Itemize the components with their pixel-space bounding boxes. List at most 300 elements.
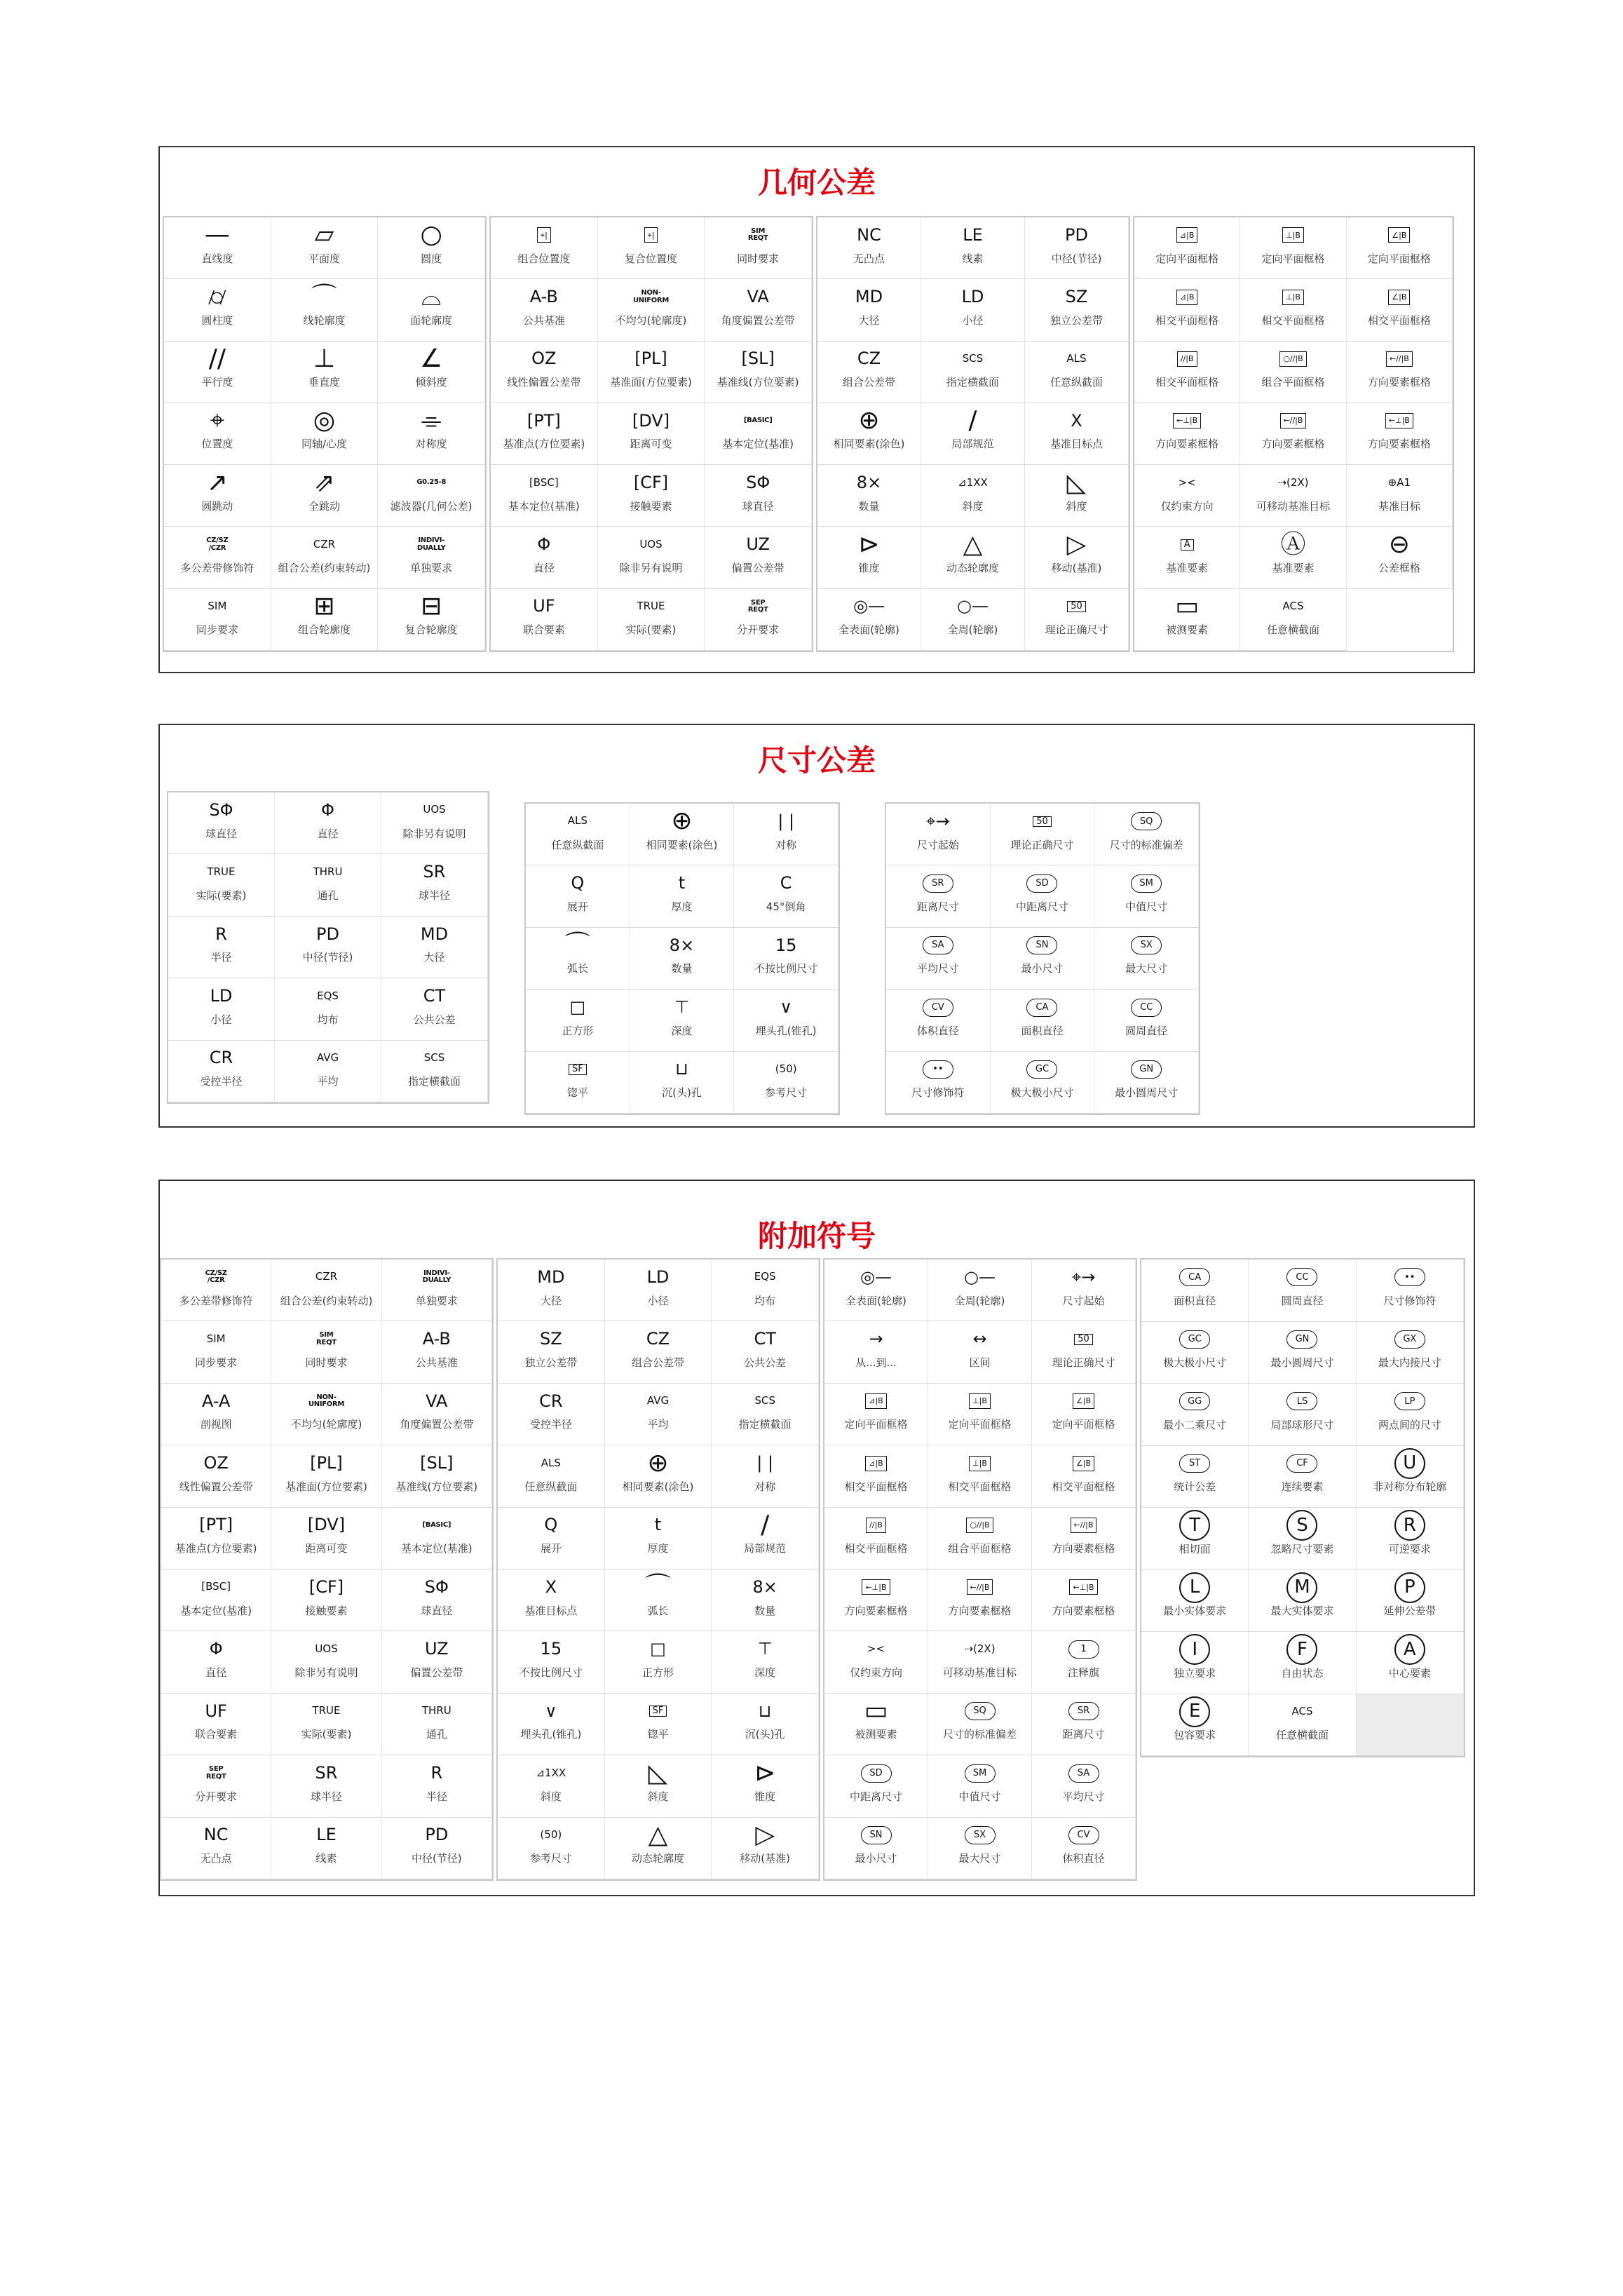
symbol-label: 对称 (775, 838, 797, 851)
symbol-cell (705, 217, 812, 279)
symbol-cell (824, 1694, 928, 1755)
symbol-glyph: AVG (316, 1051, 339, 1065)
symbol-cell (928, 1631, 1032, 1693)
symbol-cell (378, 217, 485, 279)
symbol-cell (921, 403, 1025, 465)
symbol-label: 定向平面框格 (1261, 252, 1325, 265)
symbol-label: 方向要素框格 (1052, 1542, 1115, 1555)
symbol-glyph: [CF] (308, 1576, 344, 1597)
symbol-label: 最小二乘尺寸 (1163, 1418, 1227, 1431)
symbol-cell (1032, 1445, 1136, 1507)
symbol-text: E (1179, 1696, 1210, 1727)
symbol-cell (378, 279, 485, 341)
symbol-label: 组合公差(约束转动) (278, 562, 371, 575)
symbol-label: 中心要素 (1388, 1666, 1431, 1680)
symbol-label: 单独要求 (415, 1294, 458, 1307)
symbol-glyph: NON- UNIFORM (308, 1393, 345, 1409)
symbol-cell (1134, 342, 1240, 403)
symbol-glyph: G0.25-8 (416, 478, 447, 487)
symbol-cell (161, 1569, 271, 1631)
symbol-label: 半径 (426, 1790, 447, 1803)
symbol-label: 指定横截面 (946, 376, 999, 389)
symbol-text: ⊥|B (1282, 227, 1304, 243)
panel (167, 791, 489, 1104)
symbol-label: 定向平面框格 (1155, 252, 1219, 265)
symbol-text: ←//|B (1386, 351, 1413, 367)
section-title: 几何公差 (757, 166, 876, 200)
symbol-label: 平均尺寸 (1062, 1790, 1105, 1803)
symbol-label: 方向要素框格 (1052, 1604, 1115, 1617)
symbol-glyph: Q (544, 1515, 558, 1535)
symbol-label: 锪平 (647, 1728, 669, 1741)
symbol-label: 统计公差 (1174, 1480, 1216, 1494)
symbol-text: GX (1394, 1330, 1425, 1349)
symbol-cell (275, 917, 381, 978)
symbol-glyph: ⌖→ (1071, 1267, 1096, 1287)
symbol-cell (734, 1052, 838, 1114)
symbol-cell (1347, 217, 1453, 279)
symbol-label: 埋头孔(锥孔) (755, 1024, 817, 1037)
symbol-label: 平行度 (201, 376, 233, 389)
symbol-label: 数量 (754, 1604, 776, 1617)
symbol-glyph (1131, 1052, 1162, 1088)
symbol-glyph: SR (423, 862, 446, 882)
symbol-cell (991, 804, 1095, 865)
symbol-label: 任意横截面 (1275, 1729, 1329, 1742)
symbol-label: 深度 (671, 1024, 693, 1037)
symbol-label: 直径 (533, 562, 555, 575)
symbol-text: ←//|B (1071, 1518, 1097, 1533)
symbol-glyph: UF (533, 596, 555, 616)
symbol-label: 多公差带修饰符 (180, 562, 254, 575)
symbol-cell (498, 1445, 605, 1507)
symbol-glyph (1394, 1570, 1425, 1606)
symbol-label: 无凸点 (200, 1852, 232, 1865)
symbol-cell (168, 978, 275, 1040)
symbol-label: 圆周直径 (1125, 1024, 1168, 1037)
symbol-label: 仅约束方向 (1160, 499, 1214, 513)
symbol-text: ⊿|B (865, 1456, 886, 1471)
symbol-label: 面轮廓度 (410, 313, 453, 327)
symbol-cell (705, 465, 812, 527)
symbol-cell (824, 1755, 928, 1817)
symbol-label: 偏置公差带 (410, 1666, 463, 1680)
symbol-label: 基准面(方位要素) (610, 376, 692, 389)
symbol-glyph (1073, 1384, 1094, 1419)
symbol-glyph: VA (426, 1391, 448, 1411)
symbol-cell (817, 279, 921, 341)
symbol-glyph: | | (777, 811, 795, 831)
symbol-glyph (861, 1755, 892, 1791)
symbol-cell (491, 465, 598, 527)
symbol-glyph: □ (569, 997, 586, 1017)
symbol-text: GG (1179, 1392, 1210, 1410)
symbol-text: SR (923, 874, 953, 893)
symbol-cell (1025, 465, 1129, 527)
symbol-text: CC (1131, 999, 1162, 1017)
symbol-glyph (1131, 865, 1162, 901)
symbol-label: 球直径 (205, 827, 237, 840)
symbol-label: 不均匀(轮廓度) (290, 1418, 362, 1431)
symbol-cell (1032, 1755, 1136, 1817)
symbol-glyph: UZ (746, 534, 770, 555)
symbol-label: 组合公差(约束转动) (280, 1294, 373, 1307)
symbol-cell (991, 1052, 1095, 1114)
symbol-cell (526, 990, 630, 1051)
symbol-glyph (969, 1445, 991, 1481)
symbol-text: //|B (866, 1518, 886, 1533)
symbol-text: SM (965, 1764, 996, 1783)
section-title: 尺寸公差 (757, 743, 876, 778)
symbol-glyph: □ (650, 1639, 666, 1659)
symbol-glyph (1176, 217, 1197, 253)
symbol-cell (1347, 465, 1453, 527)
symbol-cell (1032, 1321, 1136, 1383)
symbol-glyph: A-B (422, 1329, 451, 1349)
symbol-glyph: UZ (425, 1639, 449, 1659)
symbol-cell (886, 1052, 991, 1114)
symbol-cell (161, 1321, 271, 1383)
symbol-label: 定向平面框格 (1052, 1418, 1115, 1431)
section-title: 附加符号 (757, 1219, 876, 1253)
symbol-cell (817, 465, 921, 527)
symbol-label: 指定横截面 (407, 1075, 461, 1088)
symbol-label: 面积直径 (1174, 1294, 1216, 1307)
symbol-text: ⊥|B (969, 1456, 991, 1471)
symbol-glyph: ALS (1066, 351, 1087, 365)
symbol-cell (817, 342, 921, 403)
symbol-glyph: TRUE (637, 600, 665, 613)
symbol-label: 极大极小尺寸 (1010, 1086, 1074, 1100)
symbol-glyph (649, 1694, 667, 1729)
symbol-cell (381, 1041, 488, 1102)
symbol-cell (382, 1445, 492, 1507)
symbol-text: I (1179, 1634, 1210, 1665)
panel (823, 1258, 1137, 1881)
symbol-label: 方向要素框格 (1367, 376, 1431, 389)
symbol-cell (491, 527, 598, 588)
symbol-label: 垂直度 (308, 376, 340, 389)
symbol-cell (382, 1384, 492, 1445)
symbol-label: 方向要素框格 (948, 1604, 1012, 1617)
symbol-glyph: SΦ (424, 1576, 449, 1597)
symbol-cell (886, 865, 991, 927)
symbol-glyph: ⇢(2X) (1277, 475, 1309, 489)
symbol-cell (498, 1694, 605, 1755)
symbol-glyph: Q (571, 873, 585, 893)
symbol-text: CF (1286, 1454, 1317, 1473)
symbol-label: 斜度 (540, 1790, 562, 1803)
symbol-label: 理论正确尺寸 (1045, 623, 1108, 637)
symbol-cell (1357, 1694, 1464, 1757)
symbol-label: 圆度 (421, 252, 442, 265)
symbol-label: 可移动基准目标 (942, 1666, 1017, 1680)
symbol-cell (1240, 279, 1346, 341)
symbol-text: SD (1026, 874, 1057, 893)
symbol-label: 同轴/心度 (301, 438, 348, 451)
symbol-glyph: △ (648, 1821, 668, 1850)
symbol-cell (1357, 1260, 1464, 1322)
symbol-cell (382, 1755, 492, 1817)
symbol-label: 组合公差带 (631, 1356, 684, 1370)
symbol-text: CV (923, 999, 953, 1017)
symbol-label: 中径(节径) (302, 951, 353, 964)
symbol-label: 组合公差带 (842, 376, 895, 389)
symbol-label: 圆柱度 (201, 313, 233, 327)
symbol-glyph (865, 1384, 886, 1419)
symbol-cell (734, 928, 838, 990)
symbol-label: 均布 (317, 1013, 339, 1026)
symbol-label: 半径 (210, 951, 232, 964)
symbol-cell (598, 217, 705, 279)
symbol-cell (1032, 1260, 1136, 1321)
symbol-label: 除非另有说明 (294, 1666, 358, 1680)
symbol-text: ∠|B (1073, 1393, 1094, 1409)
symbol-glyph: CR (539, 1391, 563, 1411)
symbol-cell (705, 403, 812, 465)
symbol-text: ←//|B (1280, 413, 1307, 428)
symbol-label: 最小尺寸 (855, 1852, 897, 1865)
symbol-cell (598, 342, 705, 403)
symbol-cell (381, 978, 488, 1040)
symbol-cell (382, 1818, 492, 1879)
symbol-cell (605, 1260, 712, 1321)
symbol-label: 包容要求 (1174, 1729, 1216, 1742)
symbol-label: 全周(轮廓) (947, 623, 998, 637)
symbol-text: ⌖| (537, 227, 551, 243)
symbol-glyph: ⊔ (675, 1059, 688, 1079)
symbol-cell (491, 217, 598, 279)
symbol-label: 角度偏置公差带 (721, 313, 795, 327)
symbol-cell (598, 403, 705, 465)
symbol-cell (1025, 279, 1129, 341)
symbol-glyph: ↗ (206, 468, 228, 497)
symbol-glyph: △ (963, 529, 983, 559)
symbol-glyph: ◺ (648, 1758, 668, 1788)
symbol-text: LP (1394, 1392, 1425, 1410)
symbol-glyph (967, 1569, 993, 1605)
symbol-text: CC (1286, 1268, 1317, 1286)
symbol-glyph (1067, 589, 1086, 625)
symbol-text: R (1394, 1510, 1425, 1541)
symbol-label: 数量 (858, 499, 880, 513)
symbol-cell (1240, 342, 1346, 403)
symbol-cell (1025, 527, 1129, 588)
symbol-label: 最大内接尺寸 (1378, 1356, 1441, 1370)
symbol-label: 中距离尺寸 (849, 1790, 902, 1803)
symbol-cell (824, 1260, 928, 1321)
symbol-glyph: ⌭ (208, 282, 226, 311)
symbol-label: 厚度 (671, 900, 693, 914)
symbol-label: 相交平面框格 (1367, 313, 1431, 327)
symbol-glyph (866, 1508, 886, 1544)
symbol-glyph (1394, 1384, 1425, 1419)
symbol-cell (161, 1755, 271, 1817)
symbol-glyph: SCS (962, 351, 984, 365)
symbol-text: ∠|B (1388, 227, 1410, 243)
symbol-label: 不均匀(轮廓度) (615, 313, 687, 327)
symbol-cell (1141, 1446, 1249, 1508)
symbol-label: 距离尺寸 (916, 900, 959, 914)
symbol-text: GC (1179, 1330, 1210, 1349)
symbol-label: 注释旗 (1067, 1666, 1099, 1680)
symbol-glyph: → (869, 1329, 883, 1349)
symbol-label: 剖视图 (200, 1418, 232, 1431)
symbol-cell (1032, 1818, 1136, 1879)
symbol-glyph (1177, 342, 1197, 377)
symbol-label: 小径 (210, 1013, 232, 1026)
symbol-cell (1134, 527, 1240, 588)
symbol-glyph: ⊕ (858, 406, 880, 435)
symbol-glyph (1286, 1570, 1317, 1606)
symbol-cell (928, 1321, 1032, 1383)
symbol-label: 方向要素框格 (1367, 438, 1431, 451)
symbol-cell (991, 990, 1095, 1051)
symbol-label: 斜度 (647, 1790, 669, 1803)
symbol-label: 方向要素框格 (1261, 438, 1325, 451)
symbol-glyph: UF (205, 1701, 227, 1721)
symbol-cell (526, 928, 630, 990)
symbol-cell (712, 1384, 819, 1445)
symbol-text: CA (1026, 999, 1057, 1017)
symbol-glyph (1176, 279, 1197, 315)
symbol-cell (921, 465, 1025, 527)
symbol-glyph (1179, 1570, 1210, 1606)
symbol-glyph: ⊕ (671, 806, 693, 836)
symbol-glyph: EQS (317, 989, 339, 1002)
symbol-cell (381, 917, 488, 978)
symbol-label: 尺寸的标准偏差 (942, 1728, 1017, 1741)
symbol-cell (1249, 1384, 1356, 1446)
symbol-glyph: ▭ (864, 1696, 888, 1726)
symbol-label: 局部球形尺寸 (1270, 1418, 1334, 1431)
symbol-text: L (1179, 1572, 1210, 1603)
symbol-cell (824, 1321, 928, 1383)
symbol-cell (1240, 403, 1346, 465)
symbol-cell (275, 854, 381, 916)
symbol-label: 尺寸的标准偏差 (1109, 838, 1183, 851)
symbol-label: 直线度 (201, 252, 233, 265)
symbol-cell (526, 1052, 630, 1114)
symbol-glyph (1131, 804, 1162, 839)
symbol-label: 延伸公差带 (1383, 1605, 1437, 1618)
symbol-glyph: CT (754, 1329, 776, 1349)
symbol-label: 区间 (969, 1356, 991, 1370)
symbol-cell (1134, 403, 1240, 465)
symbol-label: 同时要求 (305, 1356, 348, 1370)
symbol-cell (271, 1321, 381, 1383)
symbol-glyph: CZ (857, 349, 881, 369)
symbol-glyph (1394, 1632, 1425, 1668)
symbol-label: 相同要素(涂色) (646, 838, 718, 851)
symbol-cell (630, 928, 735, 990)
symbol-text: P (1394, 1572, 1425, 1603)
symbol-cell (1240, 217, 1346, 279)
symbol-glyph: [CF] (633, 472, 669, 492)
symbol-glyph (923, 865, 953, 901)
symbol-label: 公差框格 (1378, 562, 1420, 575)
symbol-text: ∠|B (1073, 1456, 1094, 1471)
symbol-label: 距离可变 (305, 1542, 348, 1555)
symbol-glyph: ◎— (853, 596, 885, 616)
symbol-label: 基准线(方位要素) (395, 1480, 478, 1493)
symbol-cell (498, 1631, 605, 1693)
symbol-cell (164, 279, 271, 341)
symbol-cell (1094, 1052, 1199, 1114)
symbol-cell (605, 1694, 712, 1755)
symbol-text: ⊿|B (1176, 290, 1197, 305)
symbol-text: •• (1394, 1268, 1425, 1286)
symbol-label: 偏置公差带 (731, 562, 785, 575)
symbol-cell (271, 403, 379, 465)
symbol-label: 相交平面框格 (1155, 376, 1219, 389)
symbol-cell (705, 342, 812, 403)
symbol-glyph: | | (756, 1452, 774, 1473)
symbol-cell (928, 1755, 1032, 1817)
symbol-label: 基准线(方位要素) (717, 376, 799, 389)
symbol-glyph: SIM (206, 1332, 226, 1345)
symbol-cell (991, 928, 1095, 990)
symbol-glyph (966, 1508, 993, 1544)
symbol-label: 通孔 (426, 1728, 447, 1741)
symbol-text: •• (923, 1060, 953, 1079)
symbol-label: 大径 (858, 313, 880, 327)
symbol-label: 线素 (962, 252, 984, 265)
symbol-label: 单独要求 (410, 562, 453, 575)
symbol-cell (271, 1694, 381, 1755)
symbol-label: 实际(要素) (301, 1728, 352, 1741)
symbol-label: 锪平 (566, 1086, 588, 1100)
symbol-cell (271, 1569, 381, 1631)
symbol-text: 50 (1067, 601, 1086, 612)
symbol-glyph: t (678, 873, 686, 893)
symbol-label: 中径(节径) (411, 1852, 462, 1865)
symbol-label: 自由状态 (1281, 1666, 1324, 1680)
symbol-text: SA (1068, 1764, 1099, 1783)
symbol-glyph: / (968, 406, 977, 435)
symbol-text: SD (861, 1764, 892, 1783)
symbol-text: T (1179, 1510, 1210, 1541)
symbol-cell (817, 217, 921, 279)
symbol-glyph: NC (857, 224, 881, 245)
symbol-label: 可移动基准目标 (1256, 499, 1330, 513)
symbol-label: 任意横截面 (1266, 623, 1319, 637)
symbol-glyph: UOS (639, 537, 663, 551)
symbol-cell (1249, 1694, 1356, 1757)
symbol-label: 除非另有说明 (619, 562, 683, 575)
symbol-cell (168, 792, 275, 854)
symbol-glyph: (50) (775, 1062, 797, 1076)
symbol-label: 从...到... (855, 1356, 897, 1370)
symbol-cell (498, 1384, 605, 1445)
symbol-label: 实际(要素) (196, 889, 247, 903)
symbol-label: 最大尺寸 (1125, 962, 1168, 975)
symbol-label: 倾斜度 (415, 376, 447, 389)
symbol-label: 移动(基准) (740, 1852, 791, 1865)
symbol-cell (1134, 279, 1240, 341)
symbol-cell (382, 1321, 492, 1383)
symbol-glyph: [PT] (527, 410, 561, 431)
symbol-glyph: Φ (321, 799, 334, 820)
symbol-cell (275, 978, 381, 1040)
symbol-cell (1141, 1694, 1249, 1757)
symbol-label: 对称度 (415, 438, 447, 451)
symbol-cell (1249, 1260, 1356, 1322)
symbol-label: 通孔 (317, 889, 339, 903)
symbol-label: 相交平面框格 (844, 1480, 908, 1493)
symbol-cell (928, 1445, 1032, 1507)
symbol-text: SX (965, 1826, 996, 1844)
